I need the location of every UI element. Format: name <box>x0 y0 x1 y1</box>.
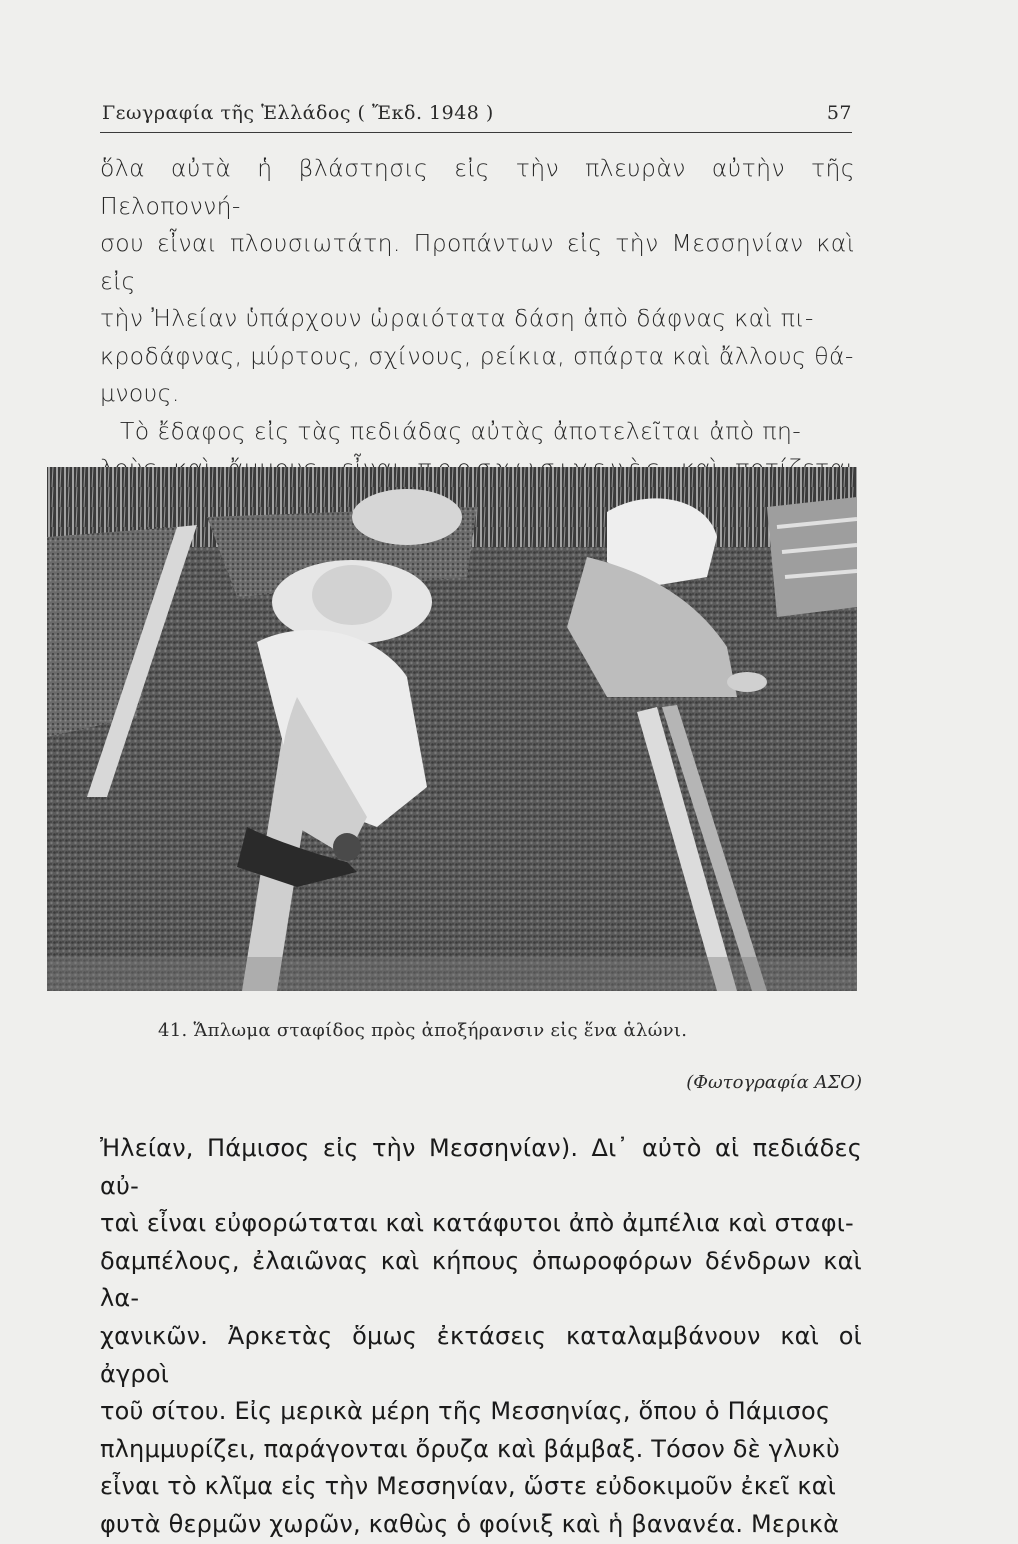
text-line: κροδάφνας, μύρτους, σχίνους, ρείκια, σπάρτα καὶ ἄλλους θά- <box>100 341 854 370</box>
running-header <box>100 98 852 133</box>
photo-illustration <box>47 467 857 991</box>
text-line: δαμπέλους, ἐλαιῶνας καὶ κήπους ὀπωροφόρων δένδρων καὶ λα- <box>100 1246 862 1313</box>
bottom-paragraph <box>100 1130 862 1544</box>
text-line: πλημμυρίζει, παράγονται ὄρυζα καὶ βάμβαξ. Τόσον δὲ γλυκὺ <box>100 1434 840 1463</box>
text-line-content: Τὸ ἔδαφος εἰς τὰς πεδιάδας αὐτὰς ἀποτελεῖται ἀπὸ πη- <box>120 416 802 445</box>
text-line: Ἠλείαν, Πάμισος εἰς τὴν Μεσσηνίαν). Δι᾿ αὐτὸ αἱ πεδιάδες αὐ- <box>100 1134 862 1200</box>
text-line: τοῦ σίτου. Εἰς μερικὰ μέρη τῆς Μεσσηνίας, ὅπου ὁ Πάμισος <box>100 1397 831 1426</box>
text-line: ὅλα αὐτὰ ἡ βλάστησις εἰς τὴν πλευρὰν αὐτὴν τῆς Πελοποννή- <box>100 154 855 220</box>
text-line: μνους. <box>100 379 180 407</box>
text-line: σου εἶναι πλουσιωτάτη. Προπάντων εἰς τὴν Μεσσηνίαν καὶ εἰς <box>100 229 855 295</box>
text-line: ταὶ εἶναι εὐφορώταται καὶ κατάφυτοι ἀπὸ ἀμπέλια καὶ σταφι- <box>100 1209 854 1238</box>
page-number: 57 <box>826 102 852 124</box>
text-line <box>100 413 855 451</box>
running-title: Γεωγραφία τῆς Ἑλλάδος ( Ἔκδ. 1948 ) <box>102 102 494 124</box>
text-line: εἶναι τὸ κλῖμα εἰς τὴν Μεσσηνίαν, ὥστε εὐδοκιμοῦν ἐκεῖ καὶ <box>100 1472 837 1501</box>
text-line: τὴν Ἠλείαν ὑπάρχουν ὡραιότατα δάση ἀπὸ δάφνας καὶ πι- <box>100 304 814 332</box>
text-line: χανικῶν. Ἀρκετὰς ὅμως ἐκτάσεις καταλαμβάνουν καὶ οἱ ἀγροὶ <box>100 1321 862 1388</box>
figure-caption: 41. Ἅπλωμα σταφίδος πρὸς ἀποξήρανσιν εἰς ἕνα ἁλώνι. <box>158 1020 688 1041</box>
text-line: φυτὰ θερμῶν χωρῶν, καθὼς ὁ φοίνιξ καὶ ἡ βανανέα. Μερικὰ <box>100 1509 840 1538</box>
photograph-raisin-drying <box>47 467 857 991</box>
photo-credit: (Φωτογραφία ΑΣΟ) <box>686 1072 862 1093</box>
